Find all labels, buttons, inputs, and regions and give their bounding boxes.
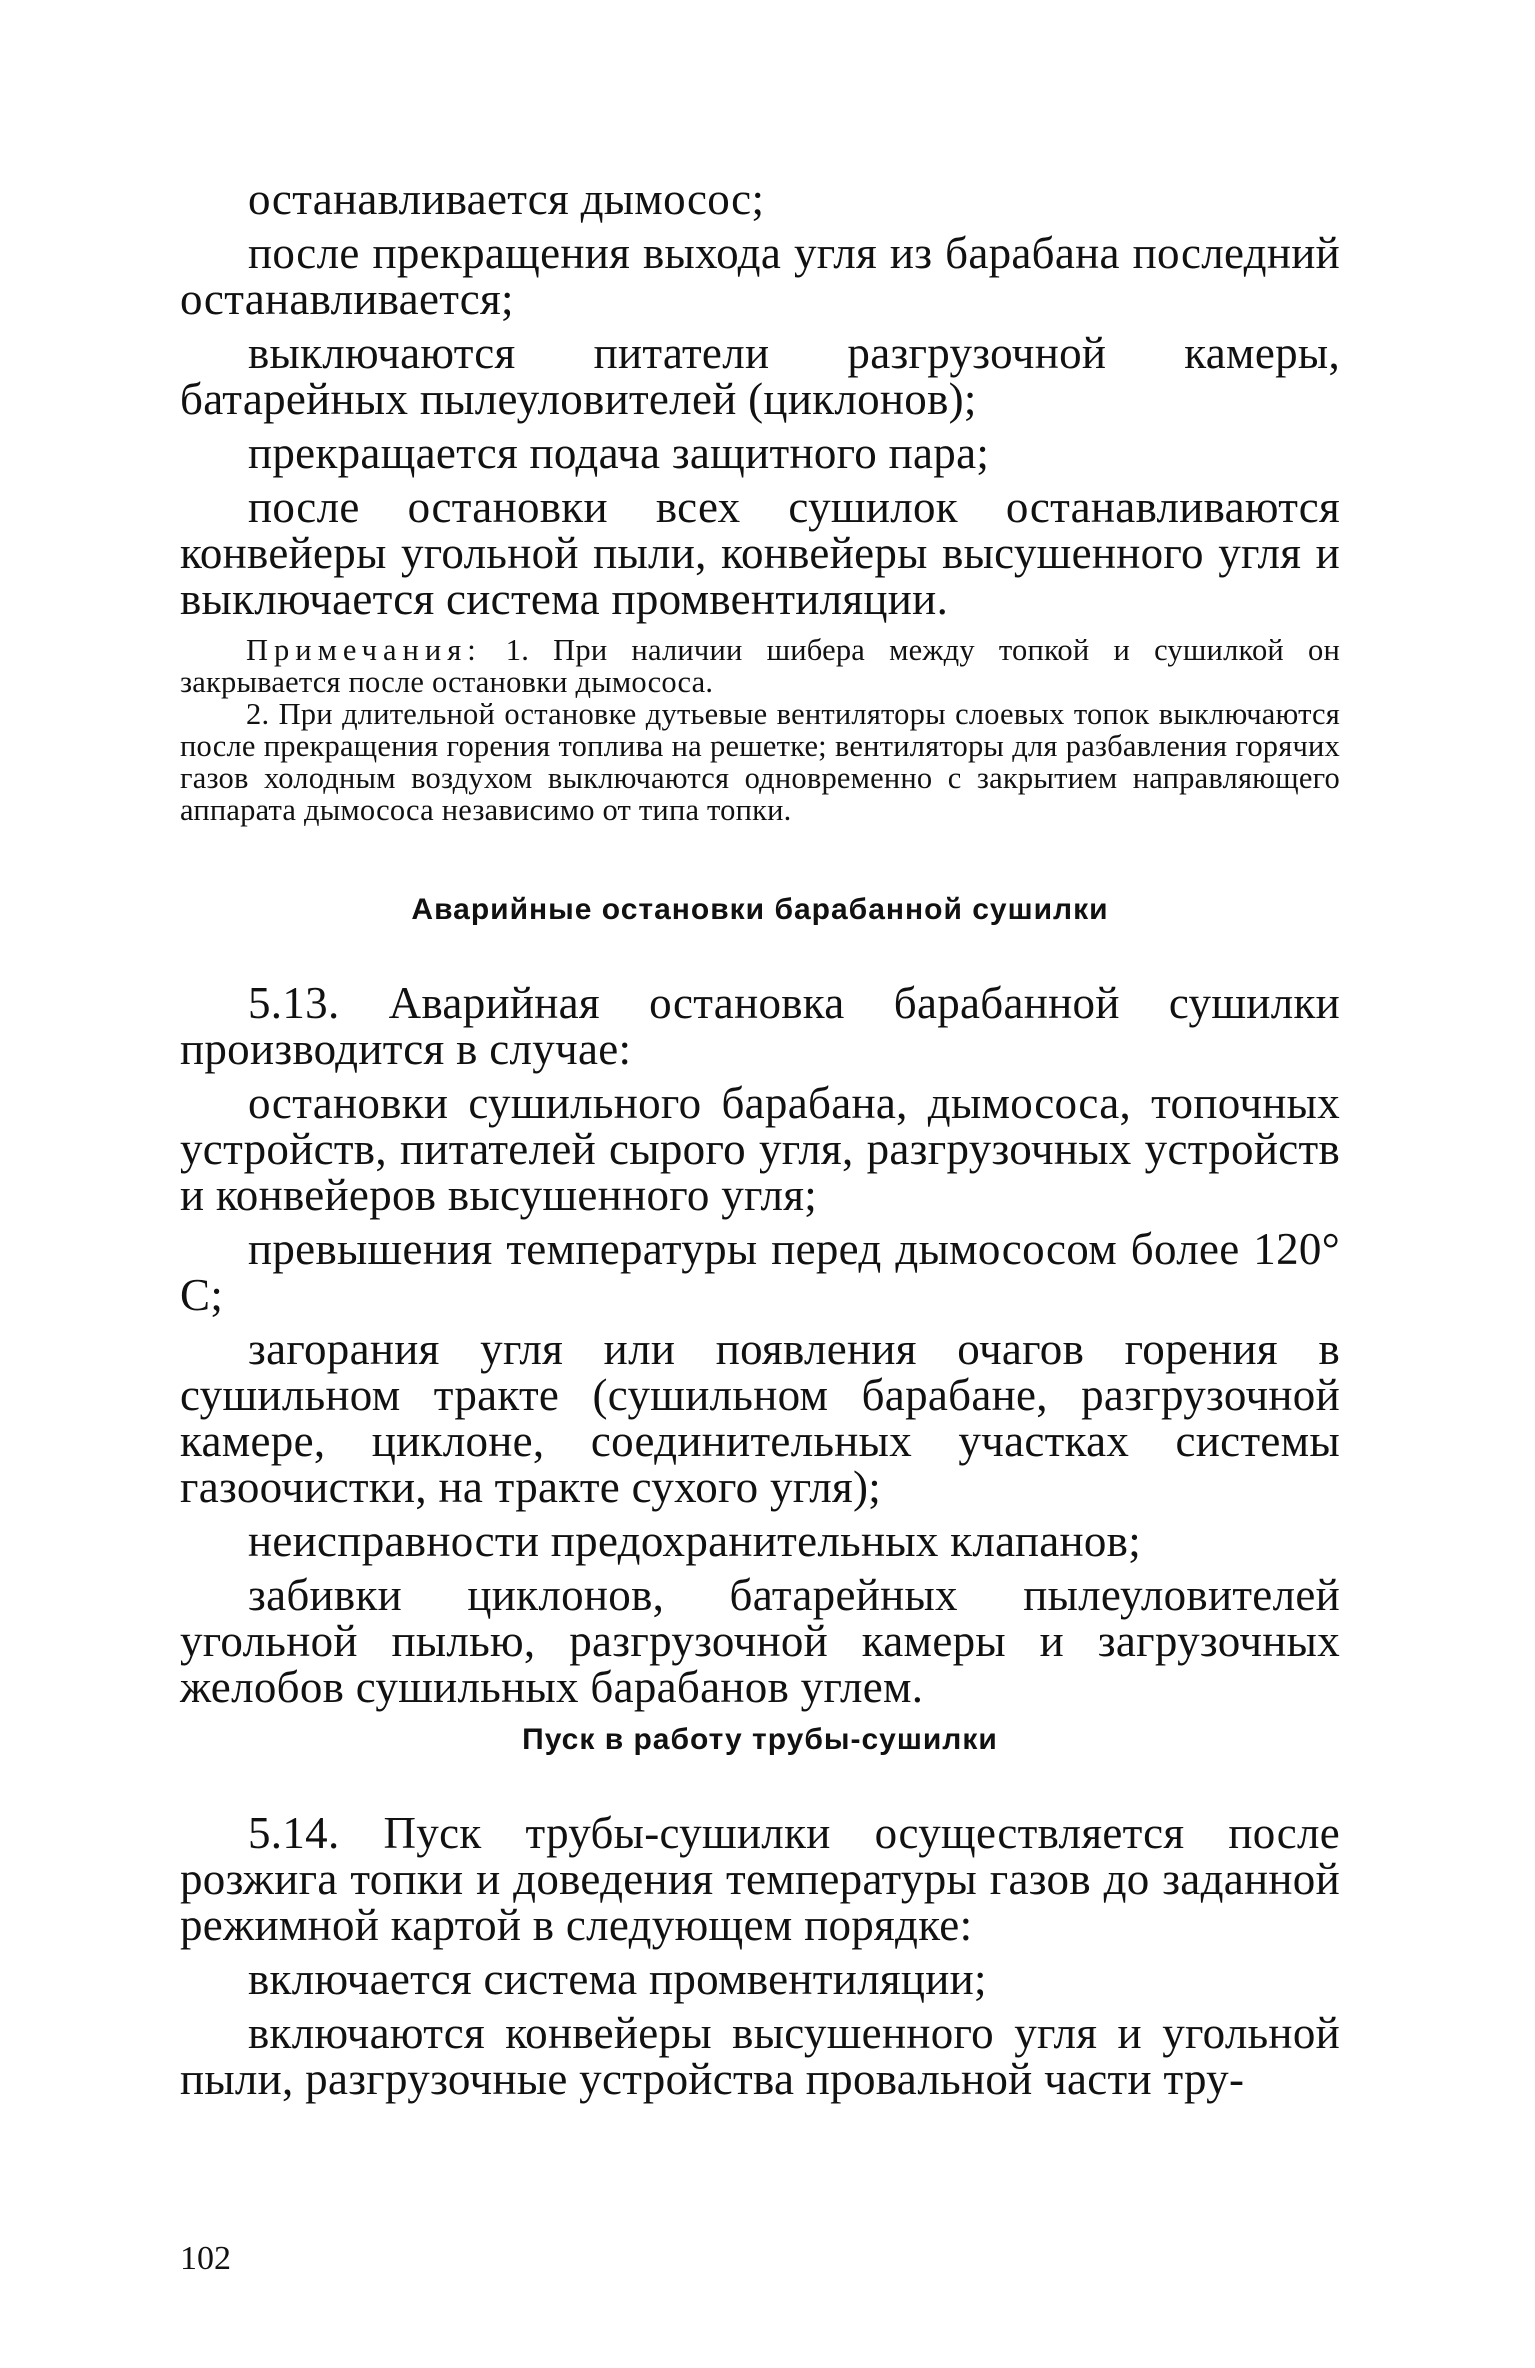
note-1	[180, 634, 1340, 698]
paragraph: включается система промвентиляции;	[248, 1954, 987, 2004]
paragraph: превышения температуры перед дымососом более 120° С;	[180, 1224, 1340, 1320]
note-1-text: 1. При наличии шибера между топкой и сушилкой он закрывается после остановки дымососа.	[180, 633, 1340, 699]
paragraph: забивки циклонов, батарейных пылеуловителей угольной пылью, разгрузочной камеры и загрузочных желобов сушильных барабанов углем.	[180, 1570, 1340, 1712]
notes-label: Примечания:	[246, 633, 482, 667]
section-a	[180, 176, 1340, 826]
paragraph: 5.13. Аварийная остановка барабанной сушилки производится в случае:	[180, 978, 1340, 1074]
paragraph: неисправности предохранительных клапанов;	[248, 1516, 1142, 1566]
paragraph: загорания угля или появления очагов горения в сушильном тракте (сушильном барабане, разгрузочной камере, циклоне, соединительных участках системы газоочистки, на тракте сухого угля);	[180, 1324, 1340, 1512]
section-heading-emergency-stop: Аварийные остановки барабанной сушилки	[411, 893, 1109, 926]
paragraph: прекращается подача защитного пара;	[248, 428, 990, 478]
paragraph: после остановки всех сушилок останавливаются конвейеры угольной пыли, конвейеры высушенного угля и выключается система промвентиляции.	[180, 482, 1340, 624]
section-heading-pipe-dryer-start: Пуск в работу трубы-сушилки	[522, 1723, 998, 1756]
section-c	[180, 1810, 1340, 2110]
paragraph: включаются конвейеры высушенного угля и угольной пыли, разгрузочные устройства провальной части тру-	[180, 2008, 1340, 2104]
note-2: 2. При длительной остановке дутьевые вентиляторы слоевых топок выключаются после прекращения горения топлива на решетке; вентиляторы для разбавления горячих газов холодным воздухом выключаются одновременно с закрытием направляющего аппарата дымососа независимо от типа топки.	[180, 697, 1340, 827]
paragraph: после прекращения выхода угля из барабана последний останавливается;	[180, 228, 1340, 324]
paragraph: 5.14. Пуск трубы-сушилки осуществляется после розжига топки и доведения температуры газов до заданной режимной картой в следующем порядке:	[180, 1808, 1340, 1950]
paragraph: выключаются питатели разгрузочной камеры, батарейных пылеуловителей (циклонов);	[180, 328, 1340, 424]
paragraph: остановки сушильного барабана, дымососа, топочных устройств, питателей сырого угля, разгрузочных устройств и конвейеров высушенного угля;	[180, 1078, 1340, 1220]
page-number: 102	[180, 2240, 231, 2277]
paragraph: останавливается дымосос;	[248, 174, 765, 224]
section-b	[180, 980, 1340, 1718]
notes-block	[180, 634, 1340, 826]
